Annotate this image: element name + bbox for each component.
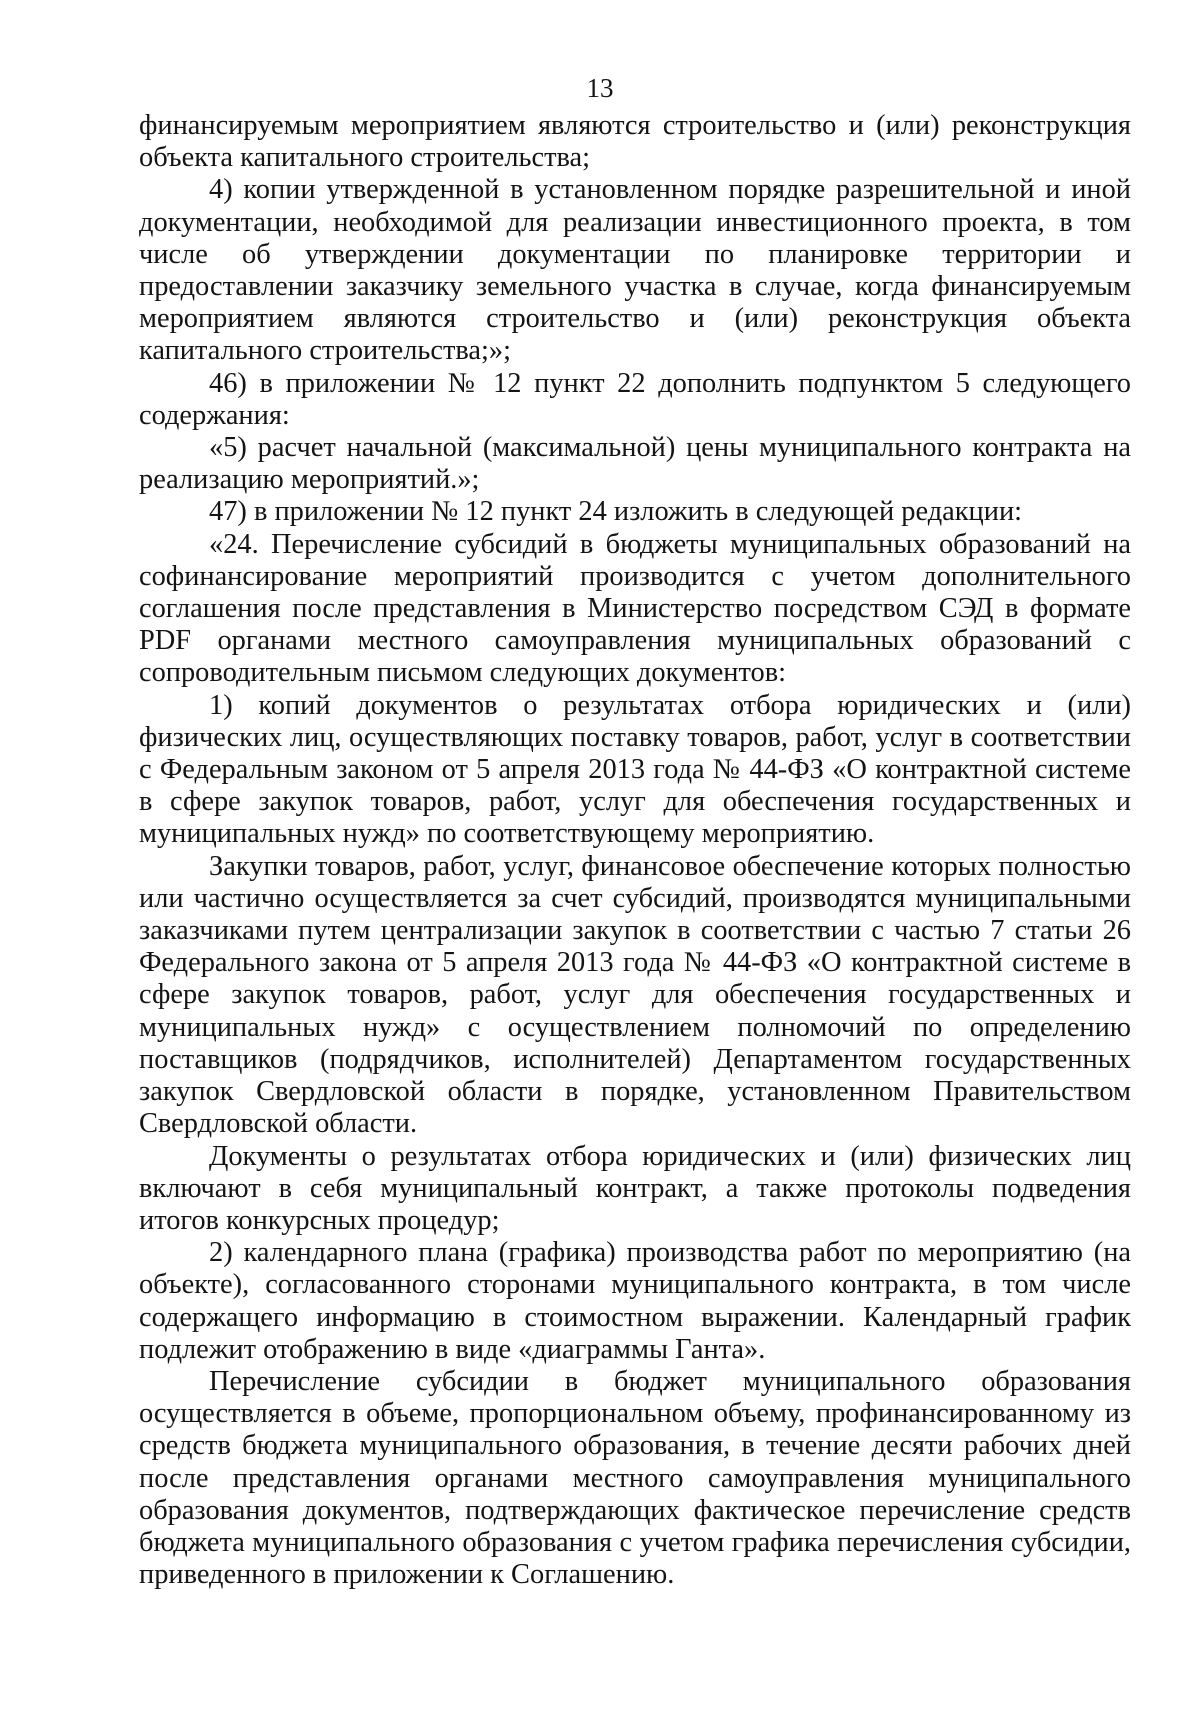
paragraph: «5) расчет начальной (максимальной) цены муниципального контракта на реализацию мероприятий.»; — [139, 432, 1131, 496]
paragraph: Закупки товаров, работ, услуг, финансовое обеспечение которых полностью или частично осуществляется за счет субсидий, производятся муниципальными заказчиками путем централизации закупок в соответствии с частью 7 статьи 26 Федерального закона от 5 апреля 2013 года № 44-ФЗ «О контрактной системе в сфере закупок товаров, работ, услуг для обеспечения государственных и муниципальных нужд» с осуществлением полномочий по определению поставщиков (подрядчиков, исполнителей) Департаментом государственных закупок Свердловской области в порядке, установленном Правительством Свердловской области. — [139, 850, 1131, 1140]
paragraph: Документы о результатах отбора юридических и (или) физических лиц включают в себя муниципальный контракт, а также протоколы подведения итогов конкурсных процедур; — [139, 1140, 1131, 1236]
paragraph: финансируемым мероприятием являются строительство и (или) реконструкция объекта капитального строительства; — [139, 110, 1131, 174]
paragraph: Перечисление субсидии в бюджет муниципального образования осуществляется в объеме, пропорциональном объему, профинансированному из средств бюджета муниципального образования, в течение десяти рабочих дней после представления органами местного самоуправления муниципального образования документов, подтверждающих фактическое перечисление средств бюджета муниципального образования с учетом графика перечисления субсидии, приведенного в приложении к Соглашению. — [139, 1365, 1131, 1591]
paragraph: 2) календарного плана (графика) производства работ по мероприятию (на объекте), согласованного сторонами муниципального контракта, в том числе содержащего информацию в стоимостном выражении. Календарный график подлежит отображению в виде «диаграммы Ганта». — [139, 1237, 1131, 1365]
paragraph: 1) копий документов о результатах отбора юридических и (или) физических лиц, осуществляющих поставку товаров, работ, услуг в соответствии с Федеральным законом от 5 апреля 2013 года № 44-ФЗ «О контрактной системе в сфере закупок товаров, работ, услуг для обеспечения государственных и муниципальных нужд» по соответствующему мероприятию. — [139, 689, 1131, 850]
paragraph: «24. Перечисление субсидий в бюджеты муниципальных образований на софинансирование мероприятий производится с учетом дополнительного соглашения после представления в Министерство посредством СЭД в формате PDF органами местного самоуправления муниципальных образований с сопроводительным письмом следующих документов: — [139, 528, 1131, 689]
page-number: 13 — [586, 73, 614, 103]
paragraph: 46) в приложении № 12 пункт 22 дополнить подпунктом 5 следующего содержания: — [139, 367, 1131, 431]
document-body — [139, 110, 1131, 1591]
paragraph: 4) копии утвержденной в установленном порядке разрешительной и иной документации, необходимой для реализации инвестиционного проекта, в том числе об утверждении документации по планировке территории и предоставлении заказчику земельного участка в случае, когда финансируемым мероприятием являются строительство и (или) реконструкция объекта капитального строительства;»; — [139, 174, 1131, 367]
paragraph: 47) в приложении № 12 пункт 24 изложить в следующей редакции: — [209, 496, 1023, 528]
